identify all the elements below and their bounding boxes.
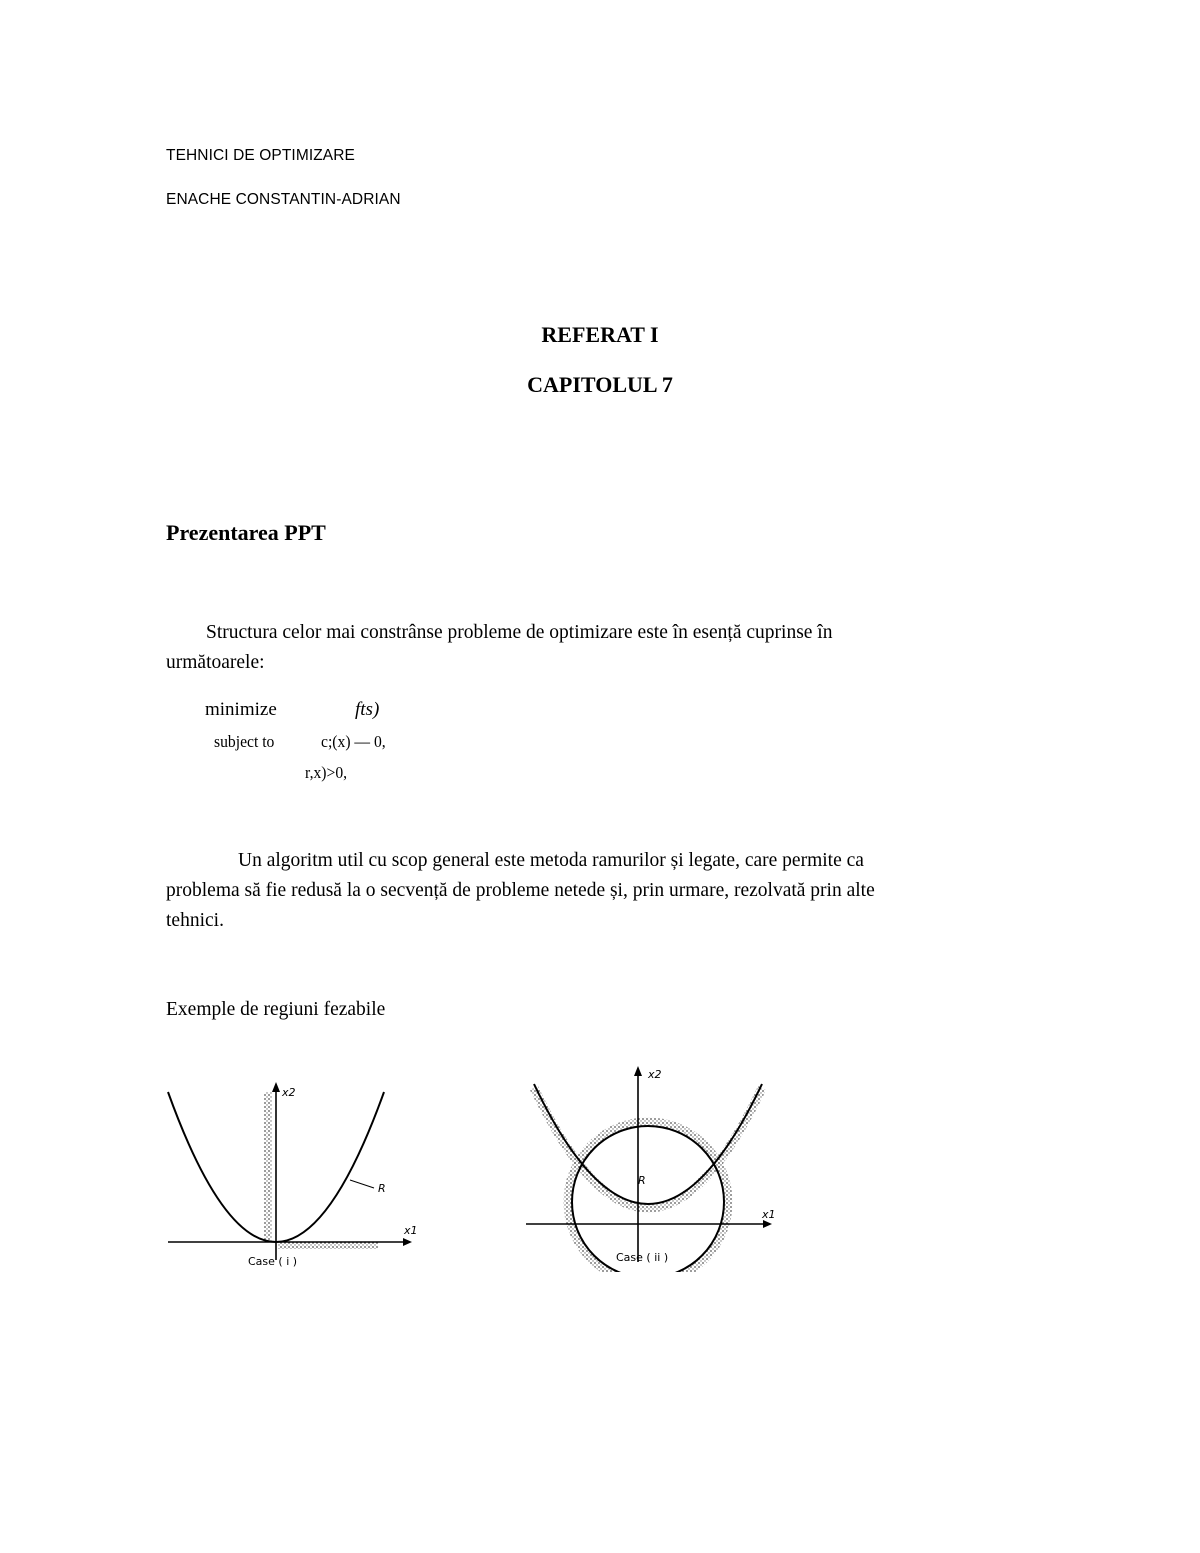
paragraph-2-line-3: tehnici. xyxy=(166,910,224,931)
report-title: REFERAT I xyxy=(541,322,659,347)
x2-axis-arrow xyxy=(634,1066,642,1076)
section-heading: Prezentarea PPT xyxy=(166,520,326,545)
feasible-region-figure-case-2 xyxy=(522,1062,792,1272)
figure-caption: Case ( ii ) xyxy=(616,1251,669,1264)
region-label: R xyxy=(638,1174,646,1187)
x1-axis-arrow xyxy=(403,1238,412,1246)
figure-caption: Case ( i ) xyxy=(248,1255,298,1268)
feasible-region-figure-case-1 xyxy=(160,1070,430,1280)
x2-axis-label: x2 xyxy=(648,1068,662,1081)
paragraph-2-line-2: problema să fie redusă la o secvență de probleme netede și, prin urmare, rezolvată prin alte xyxy=(166,880,875,901)
examples-heading: Exemple de regiuni fezabile xyxy=(166,999,386,1020)
equality-constraint: c;(x) — 0, xyxy=(321,732,386,751)
x2-axis-label: x2 xyxy=(282,1086,296,1099)
objective-function: fts) xyxy=(355,699,380,720)
x1-axis-label: x1 xyxy=(762,1208,776,1221)
author-name: ENACHE CONSTANTIN-ADRIAN xyxy=(166,191,401,208)
inequality-constraint: r,x)>0, xyxy=(305,763,348,782)
shaded-boundary-horizontal xyxy=(278,1242,378,1249)
x2-axis-arrow xyxy=(272,1082,280,1092)
shaded-boundary-vertical xyxy=(264,1092,272,1242)
paragraph-1-line-2: următoarele: xyxy=(166,652,265,673)
x1-axis-label: x1 xyxy=(404,1224,418,1237)
course-title: TEHNICI DE OPTIMIZARE xyxy=(166,147,355,164)
minimize-label: minimize xyxy=(205,699,277,720)
subject-to-label: subject to xyxy=(214,732,275,751)
paragraph-2-line-1: Un algoritm util cu scop general este metoda ramurilor și legate, care permite ca xyxy=(238,850,864,871)
paragraph-1-line-1: Structura celor mai constrânse probleme de optimizare este în esență cuprinse în xyxy=(206,622,833,643)
region-pointer xyxy=(350,1180,374,1188)
region-label: R xyxy=(378,1182,386,1195)
x1-axis-arrow xyxy=(763,1220,772,1228)
circle-shaded-band xyxy=(568,1122,728,1272)
chapter-title: CAPITOLUL 7 xyxy=(527,372,673,397)
